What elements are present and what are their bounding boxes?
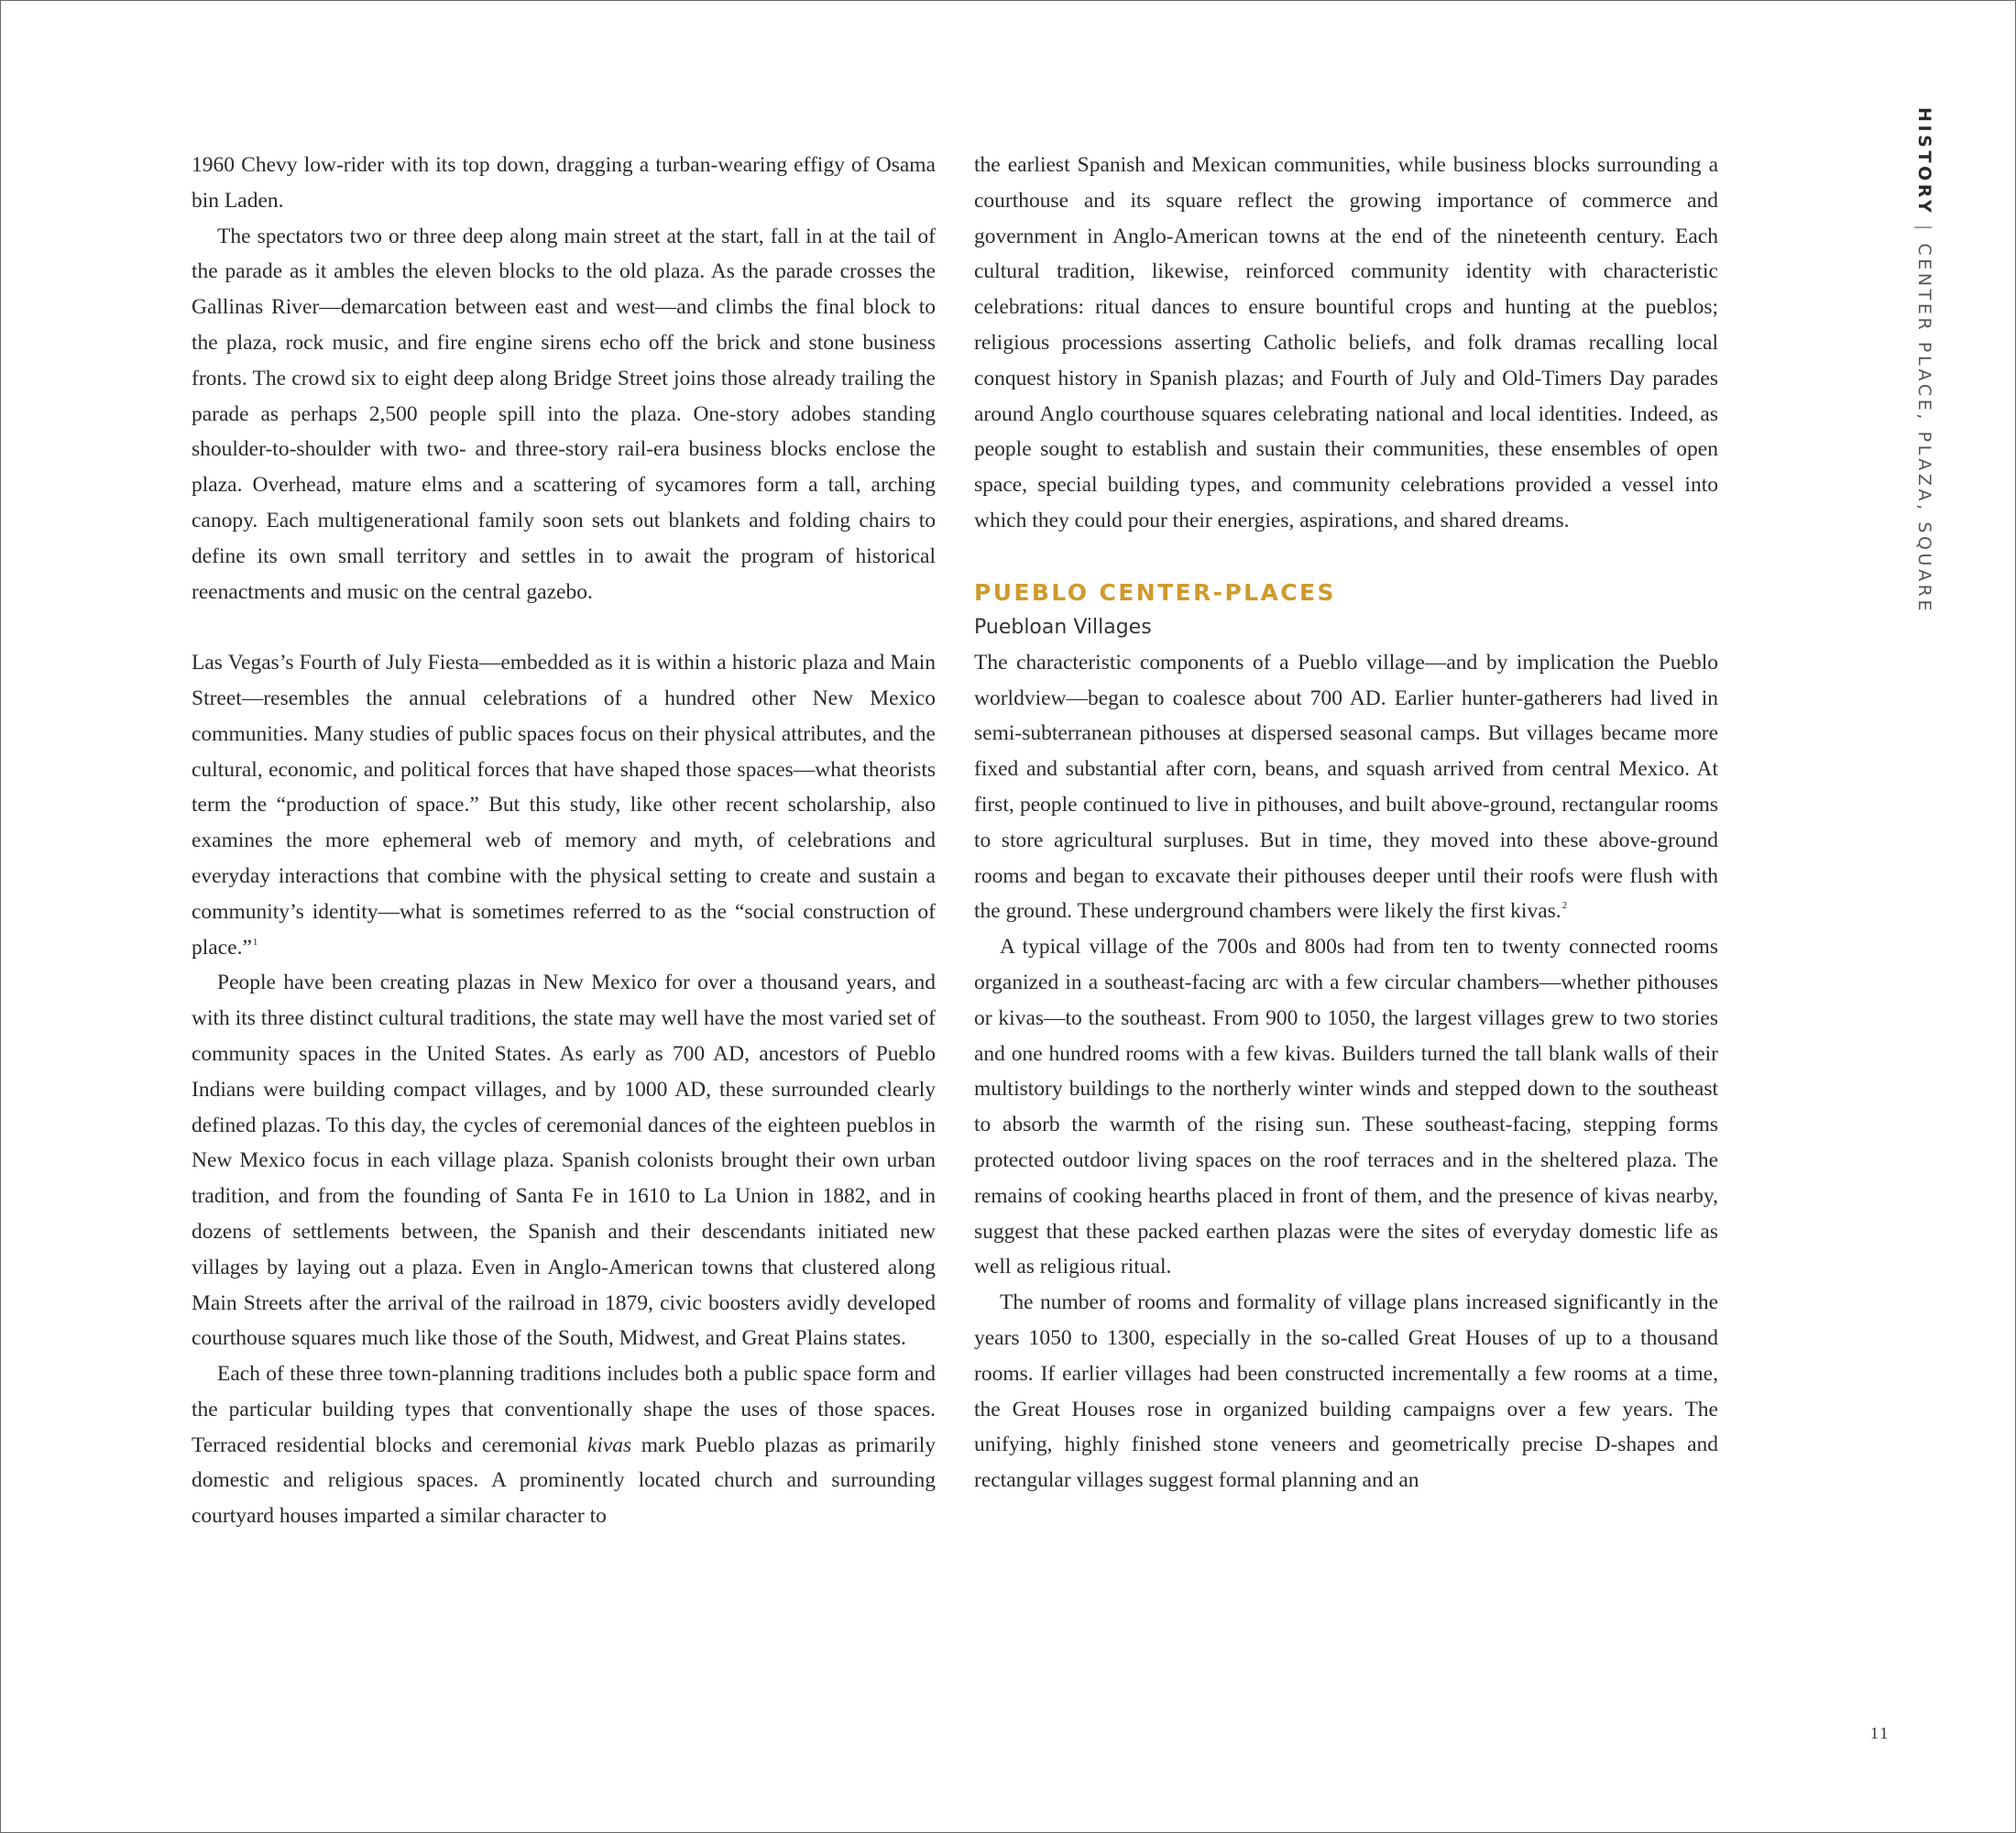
footnote-marker: 1 [252,936,258,948]
subsection-heading: Puebloan Villages [974,615,1152,639]
left-text-column [192,148,936,1534]
paragraph: the earliest Spanish and Mexican communities, while business blocks surrounding a courthouse and its square reflect the growing importance of commerce and government in Anglo-American towns at the end of the nineteenth century. Each cultural tradition, likewise, reinforced community identity with characteristic celebrations: ritual dances to ensure bountiful crops and hunting at the pueblos; religious processions asserting Catholic beliefs, and folk dramas recalling local conquest history in Spanish plazas; and Fourth of July and Old-Timers Day parades around Anglo courthouse squares celebrating national and local identities. Indeed, as people sought to establish and sustain their communities, these ensembles of open space, special building types, and community celebrations provided a vessel into which they could pour their energies, aspirations, and shared dreams. [974,153,1718,532]
paragraph [192,1356,936,1534]
paragraph [192,645,936,965]
section-heading: PUEBLO CENTER-PLACES [974,578,1336,606]
paragraph [974,645,1718,929]
paragraph: People have been creating plazas in New Mexico for over a thousand years, and with its three distinct cultural traditions, the state may well have the most varied set of community spaces in the United States. As early as 700 AD, ancestors of Pueblo Indians were building compact villages, and by 1000 AD, these surrounded clearly defined plazas. To this day, the cycles of ceremonial dances of the eighteen pueblos in New Mexico focus in each village plaza. Spanish colonists brought their own urban tradition, and from the founding of Santa Fe in 1610 to La Union in 1882, and in dozens of settlements between, the Spanish and their descendants initiated new villages by laying out a plaza. Even in Anglo-American towns that clustered along Main Streets after the arrival of the railroad in 1879, civic boosters avidly developed courthouse squares much like those of the South, Midwest, and Great Plains states. [192,971,936,1351]
paragraph-text: Each of these three town-planning traditions includes both a public space form and the particular building types that conventionally shape the uses of those spaces. Terraced residential blocks and ceremonial [192,1362,936,1457]
running-head [1914,107,1934,614]
paragraph: A typical village of the 700s and 800s had from ten to twenty connected rooms organized in a southeast-facing arc with a few circular chambers—whether pithouses or kivas—to the southeast. From 900 to 1050, the largest villages grew to two stories and one hundred rooms with a few kivas. Builders turned the tall blank walls of their multistory buildings to the northerly winter winds and stepped down to the southeast to absorb the warmth of the rising sun. These southeast-facing, stepping forms protected outdoor living spaces on the roof terraces and in the sheltered plaza. The remains of cooking hearths placed in front of them, and the presence of kivas nearby, suggest that these packed earthen plazas were the sites of everyday domestic life as well as religious ritual. [974,935,1718,1279]
page-number: 11 [1870,1724,1890,1742]
running-head-section: HISTORY [1914,107,1934,216]
paragraph-text: Las Vegas’s Fourth of July Fiesta—embedded as it is within a historic plaza and Main Street—resembles the annual celebrations of a hundred other New Mexico communities. Many studies of public spaces focus on their physical attributes, and the cultural, economic, and political forces that have shaped those spaces—what theorists term the “production of space.” But this study, like other recent scholarship, also examines the more ephemeral web of memory and myth, of celebrations and everyday interactions that combine with the physical setting to create and sustain a community’s identity—what is sometimes referred to as the “social construction of place.” [192,651,936,960]
italic-term: kivas [586,1432,632,1457]
paragraph-text: The characteristic components of a Pueblo village—and by implication the Pueblo worldview—began to coalesce about 700 AD. Earlier hunter-gatherers had lived in semi-subterranean pithouses at dispersed seasonal camps. But villages became more fixed and substantial after corn, beans, and squash arrived from central Mexico. At first, people continued to live in pithouses, and built above-ground, rectangular rooms to store agricultural surpluses. But in time, they moved into these above-ground rooms and began to excavate their pithouses deeper until their roofs were flush with the ground. These underground chambers were likely the first kivas. [974,650,1718,924]
paragraph: The spectators two or three deep along main street at the start, fall in at the tail of the parade as it ambles the eleven blocks to the old plaza. As the parade crosses the Gallinas River—demarcation between east and west—and climbs the final block to the plaza, rock music, and fire engine sirens echo off the brick and stone business fronts. The crowd six to eight deep along Bridge Street joins those already trailing the parade as perhaps 2,500 people spill into the plaza. One-story adobes standing shoulder-to-shoulder with two- and three-story rail-era business blocks enclose the plaza. Overhead, mature elms and a scattering of sycamores form a tall, arching canopy. Each multigenerational family soon sets out blankets and folding chairs to define its own small territory and settles in to await the program of historical reenactments and music on the central gazebo. [192,224,936,604]
paragraph: The number of rooms and formality of village plans increased significantly in the years 1050 to 1300, especially in the so-called Great Houses of up to a thousand rooms. If earlier villages had been constructed incrementally a few rooms at a time, the Great Houses rose in organized building campaigns over a few years. The unifying, highly finished stone veneers and geometrically precise D-shapes and rectangular villages suggest formal planning and an [974,1290,1718,1493]
running-head-separator: | [1914,225,1934,235]
paragraph: 1960 Chevy low-rider with its top down, dragging a turban-wearing effigy of Osama bin Laden. [192,153,936,213]
footnote-marker: 2 [1561,900,1568,912]
paragraph-text: mark Pueblo plazas as primarily domestic and religious spaces. A prominently located church and surrounding courtyard houses imparted a similar character to [192,1432,936,1529]
running-head-chapter: CENTER PLACE, PLAZA, SQUARE [1914,243,1934,615]
right-text-column [974,148,1718,1498]
